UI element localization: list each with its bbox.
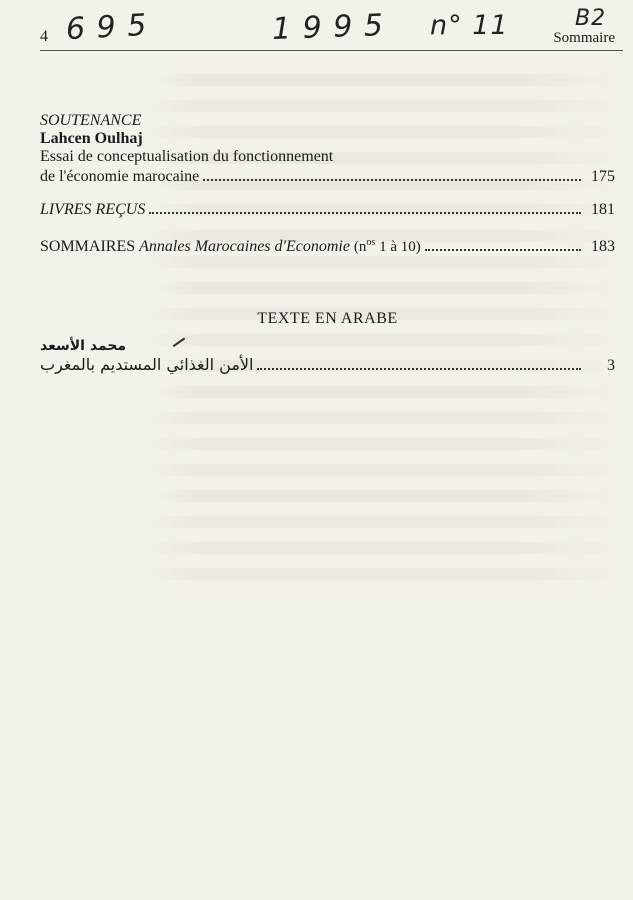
page-ref: 3 [607,357,615,374]
handwritten-note: 6 9 5 [65,7,149,48]
page-number: 4 [40,28,48,45]
dot-leader [203,178,581,181]
handwritten-issue: n° 11 [430,10,509,41]
toc-entry [40,232,615,258]
header-rule [40,50,623,51]
page-ref: 181 [591,201,615,218]
arabic-title: الأمن الغذائي المستديم بالمغرب [40,355,254,374]
entry-title-line: Essai de conceptualisation du fonctionnement [40,148,334,165]
toc-entry [40,166,615,187]
section-label-sommaires: SOMMAIRES Annales Marocaines d'Economie ($n^{os}$ 1 à 10) [40,237,421,255]
author-name: Lahcen Oulhaj [40,130,143,147]
dot-leader [149,211,581,214]
running-head: Sommaire [553,30,615,46]
section-label-livres: LIVRES REÇUS [40,201,146,218]
table-of-contents [40,112,615,376]
dot-leader [257,367,581,370]
page-ref: 183 [591,238,615,255]
arabic-author: محمد الأسعد [40,338,127,354]
entry-title-line: de l'économie marocaine [40,168,200,185]
toc-entry [40,199,615,220]
page-ref: 175 [591,168,615,185]
section-label-soutenance: SOUTENANCE [40,112,142,129]
handwritten-code: B2 [575,6,607,31]
section-heading-arabic: TEXTE EN ARABE [257,310,398,327]
handwritten-year: 1 9 9 5 [271,8,385,47]
toc-entry [40,354,615,376]
dot-leader [425,248,581,251]
